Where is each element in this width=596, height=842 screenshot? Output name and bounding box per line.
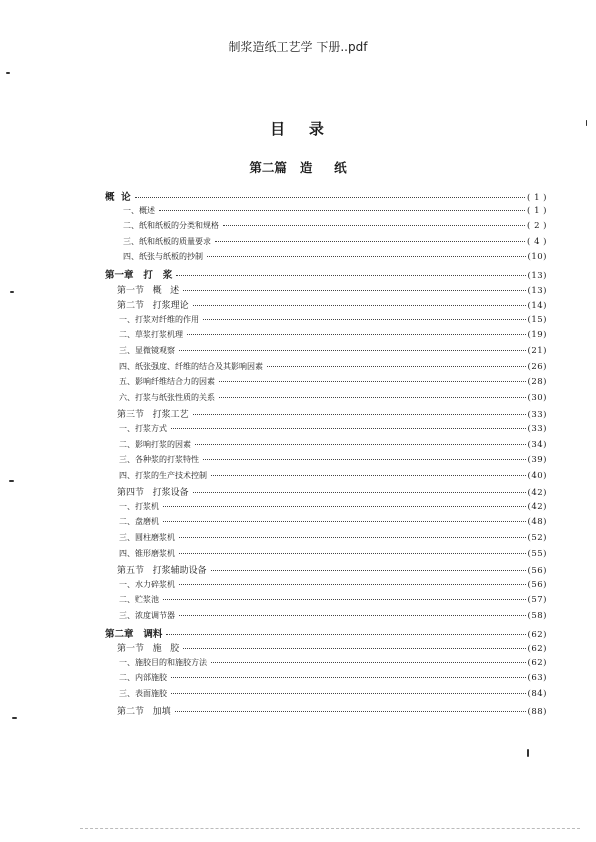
- scan-mark: [10, 291, 14, 293]
- toc-entry: [105, 516, 547, 532]
- toc-entry-label: 二、草浆打浆机理: [119, 330, 183, 340]
- toc-entry-label: 四、锥形磨浆机: [119, 548, 175, 558]
- toc-dot-leader: [163, 506, 526, 507]
- toc-entry-page: (55): [527, 548, 547, 559]
- toc-entry-label: 一、打浆对纤维的作用: [119, 314, 199, 324]
- toc-dot-leader: [175, 711, 526, 712]
- toc-entry: [105, 532, 547, 548]
- toc-entry: [105, 563, 547, 579]
- page-title: 目 录: [270, 120, 326, 138]
- toc-entry: [105, 501, 547, 517]
- toc-dot-leader: [179, 584, 526, 585]
- scan-mark: [12, 717, 17, 719]
- toc-entry: [105, 283, 547, 299]
- scan-mark: [6, 72, 10, 74]
- toc-dot-leader: [159, 210, 525, 211]
- toc-dot-leader: [219, 397, 526, 398]
- toc-entry-page: ( 1 ): [527, 193, 547, 203]
- toc-entry-label: 一、水力碎浆机: [119, 579, 175, 589]
- toc-entry: [105, 345, 547, 361]
- scan-mark: [9, 480, 14, 482]
- toc-dot-leader: [179, 350, 526, 351]
- toc-entry: [105, 189, 547, 205]
- toc-dot-leader: [163, 521, 526, 522]
- scan-mark: [586, 120, 587, 126]
- toc-entry-label: 第五节 打浆辅助设备: [117, 566, 207, 577]
- toc-entry-label: 第一节 概 述: [117, 285, 180, 296]
- toc-entry-page: ( 1 ): [527, 205, 547, 216]
- toc-entry: [105, 376, 547, 392]
- toc-dot-leader: [166, 634, 525, 635]
- toc-dot-leader: [171, 677, 526, 678]
- toc-entry: [105, 407, 547, 423]
- toc-entry: [105, 454, 547, 470]
- toc-entry-page: (39): [527, 455, 547, 466]
- toc-entry-page: (30): [527, 392, 547, 403]
- toc-entry-label: 第二章 调料: [105, 628, 163, 640]
- toc-entry: [105, 704, 547, 720]
- toc-dot-leader: [183, 648, 525, 649]
- toc-entry: [105, 314, 547, 330]
- toc-entry: [105, 392, 547, 408]
- toc-dot-leader: [163, 599, 526, 600]
- toc-entry-label: 二、贮浆池: [119, 595, 159, 605]
- toc-entry: [105, 548, 547, 564]
- toc-entry: [105, 298, 547, 314]
- toc-entry-label: 五、影响纤维结合力的因素: [119, 377, 215, 387]
- toc-entry-page: (56): [527, 566, 547, 577]
- toc-entry-label: 二、影响打浆的因素: [119, 439, 191, 449]
- toc-entry-label: 一、打浆机: [119, 501, 159, 511]
- toc-entry-page: (13): [527, 285, 547, 296]
- toc-entry: [105, 251, 547, 267]
- toc-entry-label: 三、显微镜观察: [119, 345, 175, 355]
- toc-entry-label: 三、各种浆的打浆特性: [119, 455, 199, 465]
- toc-dot-leader: [193, 492, 526, 493]
- toc-entry-label: 六、打浆与纸张性质的关系: [119, 392, 215, 402]
- toc-dot-leader: [207, 256, 526, 257]
- toc-entry-label: 第三节 打浆工艺: [117, 410, 189, 421]
- toc-dot-leader: [135, 197, 525, 198]
- toc-entry-page: (34): [527, 439, 547, 450]
- toc-dot-leader: [171, 428, 526, 429]
- toc-dot-leader: [193, 305, 526, 306]
- toc-entry: [105, 205, 547, 221]
- toc-entry: [105, 626, 547, 642]
- toc-entry-page: (88): [527, 706, 547, 717]
- toc-dot-leader: [179, 537, 526, 538]
- toc-entry-label: 二、盘磨机: [119, 517, 159, 527]
- toc-entry-page: (62): [527, 629, 547, 640]
- toc-entry: [105, 267, 547, 283]
- toc-entry-label: 四、纸张强度、纤维的结合及其影响因素: [119, 361, 263, 371]
- toc-entry-label: 一、打浆方式: [119, 423, 167, 433]
- toc-entry: [105, 236, 547, 252]
- toc-entry-label: 概 论: [105, 192, 131, 203]
- toc-entry-page: (15): [527, 314, 547, 325]
- toc-entry-page: (62): [527, 644, 547, 655]
- toc-entry-page: (63): [527, 673, 547, 684]
- scan-mark: [527, 749, 529, 757]
- table-of-contents: [105, 189, 547, 719]
- document-header: 制浆造纸工艺学 下册..pdf: [228, 40, 368, 54]
- toc-entry-page: (40): [527, 470, 547, 481]
- toc-entry-page: (13): [527, 270, 547, 281]
- toc-dot-leader: [183, 290, 525, 291]
- toc-dot-leader: [171, 693, 526, 694]
- toc-entry-page: (33): [527, 410, 547, 421]
- toc-entry-page: (42): [527, 501, 547, 512]
- toc-entry: [105, 423, 547, 439]
- toc-entry-page: (14): [527, 301, 547, 312]
- toc-entry-label: 三、表面施胶: [119, 689, 167, 698]
- toc-entry-page: (57): [527, 595, 547, 606]
- toc-entry-label: 第二节 打浆理论: [117, 301, 189, 312]
- toc-dot-leader: [193, 414, 526, 415]
- toc-dot-leader: [211, 570, 526, 571]
- toc-dot-leader: [176, 275, 525, 276]
- toc-entry-label: 第二节 加填: [117, 706, 171, 717]
- page-edge-line: [80, 828, 580, 829]
- part-subtitle: 第二篇 造 纸: [249, 160, 347, 175]
- toc-entry-page: (28): [527, 377, 547, 388]
- toc-entry-page: (10): [527, 252, 547, 263]
- toc-dot-leader: [219, 381, 526, 382]
- toc-entry-label: 第四节 打浆设备: [117, 488, 189, 499]
- toc-entry-label: 第一章 打 浆: [105, 269, 173, 281]
- toc-dot-leader: [179, 615, 526, 616]
- toc-entry-page: (84): [527, 689, 547, 699]
- toc-entry-label: 三、圆柱磨浆机: [119, 533, 175, 543]
- toc-entry-label: 四、打浆的生产技术控制: [119, 470, 207, 480]
- toc-entry-page: (33): [527, 423, 547, 434]
- toc-entry-label: 三、浓度调节器: [119, 611, 175, 621]
- toc-entry: [105, 688, 547, 704]
- toc-dot-leader: [211, 475, 526, 476]
- toc-entry-page: (19): [527, 330, 547, 341]
- toc-entry: [105, 439, 547, 455]
- toc-dot-leader: [211, 662, 526, 663]
- toc-entry: [105, 470, 547, 486]
- toc-entry-label: 二、纸和纸板的分类和规格: [123, 221, 219, 231]
- toc-entry-label: 一、施胶目的和施胶方法: [119, 657, 207, 667]
- toc-entry: [105, 657, 547, 673]
- toc-entry-label: 四、纸张与纸板的抄制: [123, 252, 203, 262]
- toc-entry: [105, 594, 547, 610]
- toc-entry-page: ( 4 ): [527, 236, 547, 247]
- toc-entry: [105, 361, 547, 377]
- toc-dot-leader: [223, 225, 525, 226]
- toc-entry-page: (48): [527, 517, 547, 528]
- toc-entry: [105, 329, 547, 345]
- toc-entry: [105, 485, 547, 501]
- toc-entry: [105, 641, 547, 657]
- toc-dot-leader: [179, 553, 526, 554]
- toc-entry: [105, 672, 547, 688]
- toc-dot-leader: [187, 334, 526, 335]
- toc-entry-label: 三、纸和纸板的质量要求: [123, 236, 211, 246]
- toc-entry-label: 一、概述: [123, 205, 155, 215]
- toc-entry-label: 二、内部施胶: [119, 673, 167, 683]
- toc-entry-page: (52): [527, 533, 547, 544]
- toc-entry: [105, 610, 547, 626]
- toc-dot-leader: [195, 444, 526, 445]
- toc-entry-page: (21): [527, 345, 547, 356]
- toc-entry-page: ( 2 ): [527, 221, 547, 232]
- toc-entry-page: (62): [527, 657, 547, 668]
- toc-entry-page: (56): [527, 579, 547, 590]
- toc-entry-page: (42): [527, 488, 547, 499]
- toc-entry-page: (58): [527, 611, 547, 622]
- toc-dot-leader: [215, 241, 525, 242]
- toc-dot-leader: [267, 366, 526, 367]
- toc-dot-leader: [203, 319, 526, 320]
- toc-entry-label: 第一节 施 胶: [117, 644, 180, 655]
- toc-entry: [105, 220, 547, 236]
- toc-entry: [105, 579, 547, 595]
- toc-dot-leader: [203, 459, 526, 460]
- toc-entry-page: (26): [527, 361, 547, 372]
